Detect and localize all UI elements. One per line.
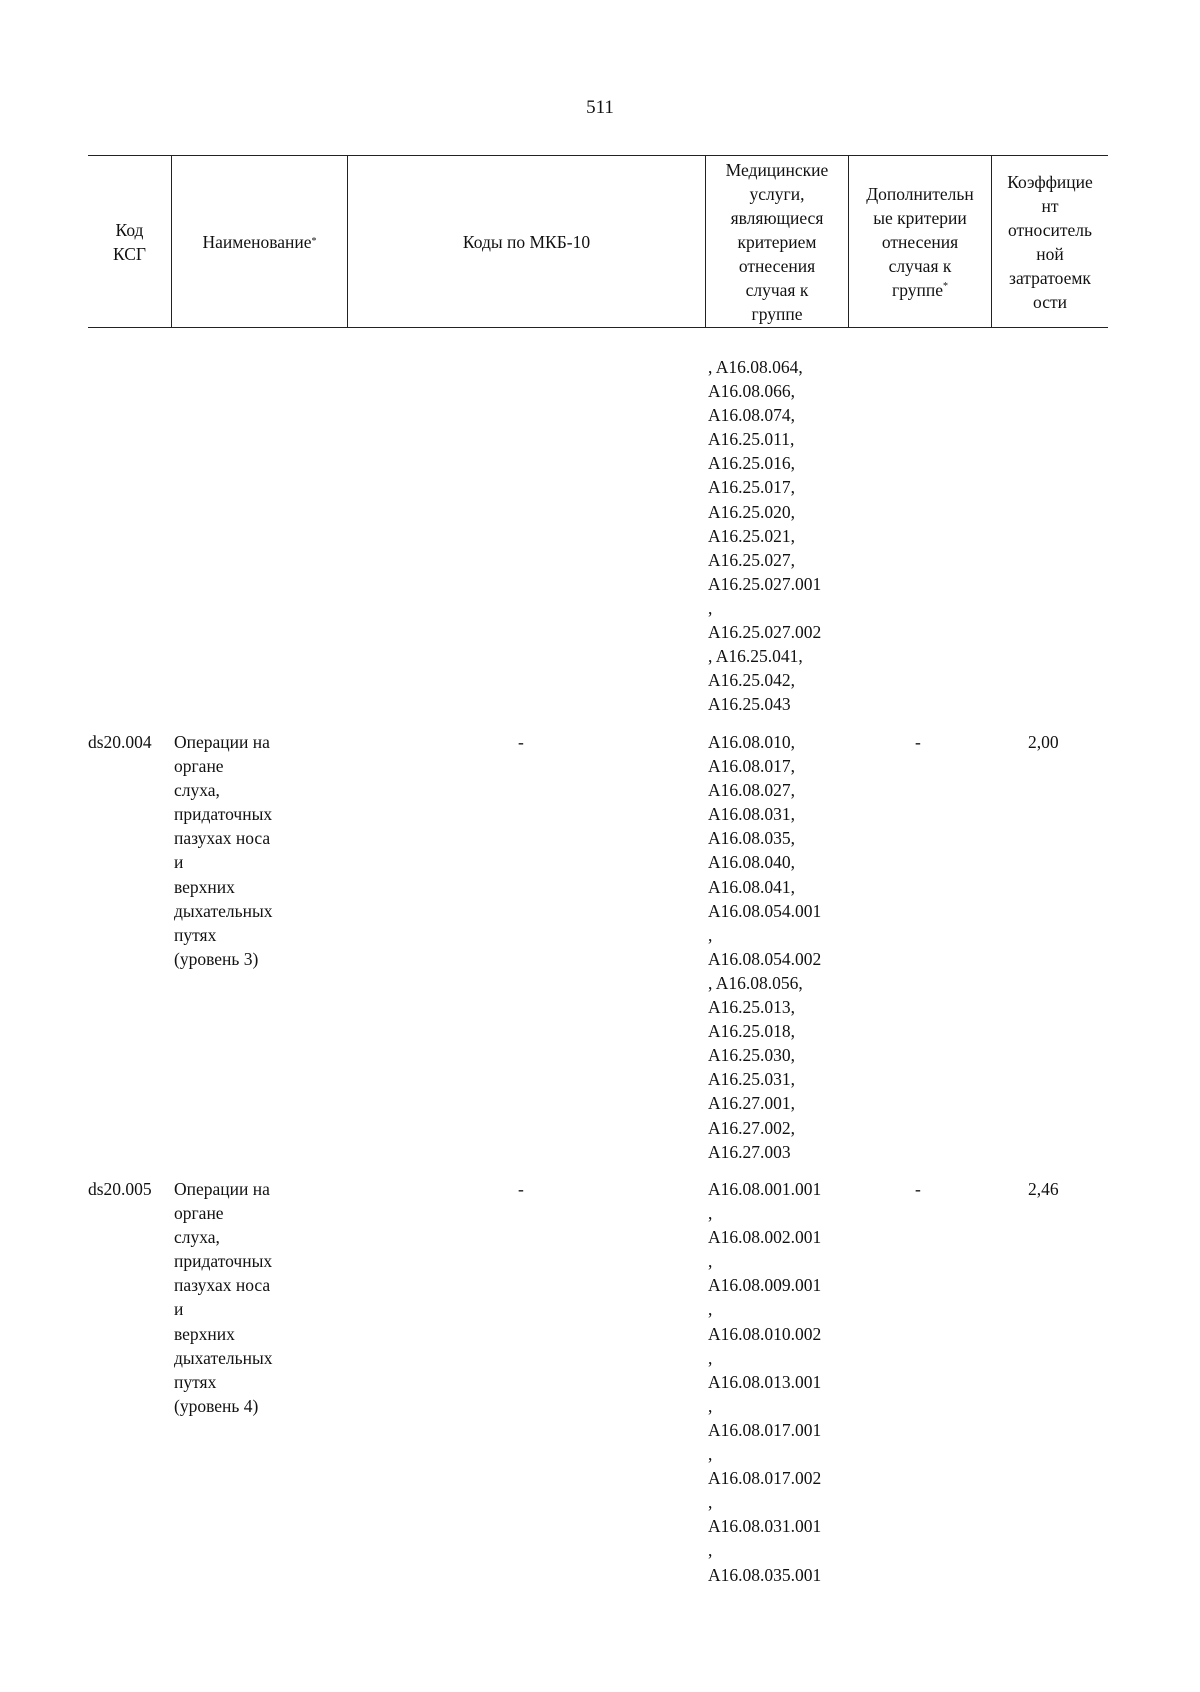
header-name: Наименование * [171, 156, 347, 327]
header-coefficient-label: Коэффицие нт относитель ной затратоемк ости [1007, 171, 1093, 312]
header-uslugi-label: Медицинские услуги, являющиеся критерием отнесения случая к группе [725, 160, 829, 324]
row-2-mkb: - [518, 1179, 524, 1199]
header-name-label: Наименование [202, 231, 312, 252]
continuation-uslugi-cell: , A16.08.064, A16.08.066, A16.08.074, A16.25.011, A16.25.016, A16.25.017, A16.25.020, A16.25.021, A16.25.027, A16.25.027.001 , A16.25.027.002 , A16.25.041, A16.25.042, A16.25.043 [708, 357, 822, 715]
header-dop-criteria-label: Дополнительн ые критерии отнесения случая к группе [866, 183, 974, 300]
header-kod-ksg-label: Код КСГ [112, 219, 147, 264]
header-mkb [347, 156, 705, 327]
header-mkb-label: Коды по МКБ-10 [462, 231, 591, 252]
row-1-mkb: - [518, 732, 524, 752]
header-dop-criteria [848, 156, 991, 327]
row-1-uslugi: A16.08.010, A16.08.017, A16.08.027, A16.08.031, A16.08.035, A16.08.040, A16.08.041, A16.08.054.001 , A16.08.054.002 , A16.08.056, A16.25.013, A16.25.018, A16.25.030, A16.25.031, A16.27.001, A16.27.002, A16.27.003 [708, 732, 822, 1162]
table-header [88, 155, 1108, 328]
row-2-koef: 2,46 [1028, 1179, 1059, 1199]
row-1-name: Операции на органе слуха, придаточных пазухах носа и верхних дыхательных путях (уровень 3) [174, 732, 273, 969]
header-dop-footnote-mark: * [942, 280, 948, 292]
row-2-dop: - [915, 1179, 921, 1199]
row-1-koef: 2,00 [1028, 732, 1059, 752]
row-1-kod: ds20.004 [88, 732, 152, 752]
row-2-name: Операции на органе слуха, придаточных пазухах носа и верхних дыхательных путях (уровень 4) [174, 1179, 273, 1416]
row-2-uslugi: A16.08.001.001 , A16.08.002.001 , A16.08.009.001 , A16.08.010.002 , A16.08.013.001 , A16.08.017.001 , A16.08.017.002 , A16.08.031.001 , A16.08.035.001 [708, 1179, 822, 1585]
row-1-dop: - [915, 732, 921, 752]
header-coefficient [991, 156, 1108, 327]
page-number: 511 [586, 97, 614, 118]
header-uslugi [705, 156, 848, 327]
header-kod-ksg [88, 156, 171, 327]
row-2-kod: ds20.005 [88, 1179, 152, 1199]
